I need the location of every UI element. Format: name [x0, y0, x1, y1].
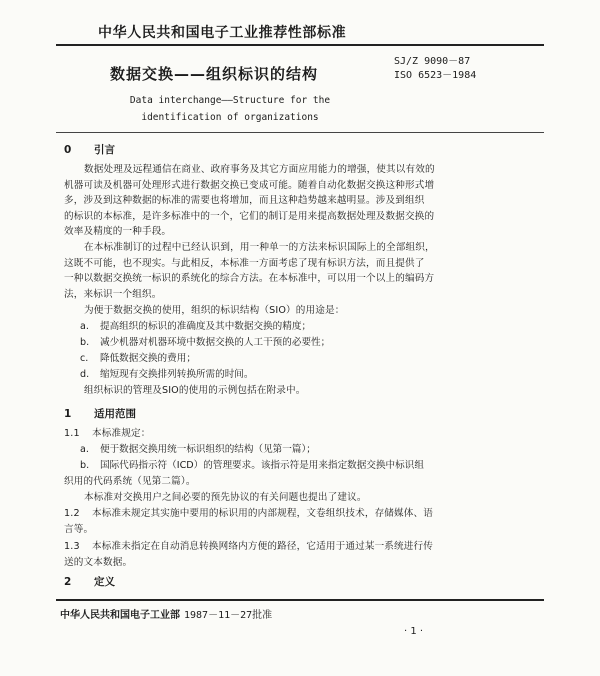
- standard-title-en-line1: Data interchange——Structure for the: [129, 95, 331, 106]
- text-line: 在本标准制订的过程中已经认识到，用一种单一的方法来标识国际上的全部组织，: [84, 242, 435, 253]
- list-marker: b.: [80, 460, 90, 471]
- clause-text: 本标准未规定其实施中要用的标识用的内部规程，文卷组织技术，存储媒体、语: [92, 508, 434, 519]
- list-marker: a.: [80, 321, 89, 332]
- section-heading-2: [64, 574, 115, 589]
- footer-approval: [60, 606, 272, 621]
- paragraph-intro-4: [64, 383, 460, 399]
- clause-number: 1.1: [64, 428, 80, 439]
- section-number: 1: [64, 408, 72, 420]
- standard-codes: [394, 55, 476, 83]
- approval-date: 1987－11－27批准: [184, 610, 273, 621]
- text-line: 机器可读及机器可处理形式进行数据交换已变成可能。随着自动化数据交换这种形式增: [64, 179, 435, 191]
- list-text: 国际代码指示符（ICD）的管理要求。该指示符是用来指定数据交换中标识组: [100, 460, 424, 471]
- clause-number: 1.2: [64, 508, 80, 519]
- text-line: 法，来标识一个组织。: [64, 288, 162, 300]
- list-item: [80, 442, 460, 458]
- text-line: 多，涉及到这种数据的标准的需要也将增加，而且这种趋势越来越明显。涉及到组织: [64, 195, 425, 207]
- section-number: 2: [64, 576, 72, 588]
- text-line: 数据处理及远程通信在商业、政府事务及其它方面应用能力的增强，使其以有效的: [84, 164, 435, 175]
- text-line: 效率及精度的一种手段。: [64, 226, 172, 238]
- clause-text: 本标准未指定在自动消息转换网络内方便的路径，它适用于通过某一系统进行传: [92, 541, 434, 552]
- text-line: 送的文本数据。: [64, 556, 133, 568]
- text-line: 一种以数据交换统一标识的系统化的综合方法。在本标准中，可以用一个以上的编码方: [64, 273, 435, 285]
- paragraph-intro-3: [64, 303, 460, 319]
- text-line: 的标识的本标准，是许多标准中的一个，它们的制订是用来提高数据处理及数据交换的: [64, 210, 435, 222]
- list-item: [80, 458, 460, 474]
- standard-code-sj: SJ/Z 9090－87: [394, 56, 471, 67]
- paragraph-note: [64, 490, 460, 506]
- clause-number: 1.3: [64, 541, 80, 552]
- footer-rule: [56, 599, 544, 601]
- paragraph-intro-2: [64, 240, 460, 302]
- issuing-body-header: 中华人民共和国电子工业推荐性部标准: [98, 25, 347, 41]
- clause-1-3: [64, 539, 460, 570]
- standard-title-cn: 数据交换——组织标识的结构: [110, 65, 319, 83]
- standard-code-iso: ISO 6523－1984: [394, 70, 477, 81]
- list-text: 降低数据交换的费用；: [100, 353, 196, 364]
- issuer: 中华人民共和国电子工业部: [60, 610, 180, 621]
- list-marker: b.: [80, 337, 90, 348]
- list-item: [80, 335, 460, 351]
- page-number: · 1 ·: [404, 626, 424, 637]
- list-item-continuation: [64, 474, 460, 490]
- standard-title-en-line2: identification of organizations: [141, 112, 319, 123]
- text-line: 言等。: [64, 523, 94, 535]
- list-text: 缩短现有交换排列转换所需的时间。: [100, 369, 254, 380]
- list-marker: a.: [80, 444, 89, 455]
- section-title: 引言: [94, 144, 115, 156]
- section-heading-0: [64, 142, 115, 157]
- text-line: 组织标识的管理及SIO的使用的示例包括在附录中。: [84, 385, 306, 396]
- text-line: 为便于数据交换的使用，组织的标识结构（SIO）的用途是：: [84, 305, 345, 316]
- section-heading-1: [64, 406, 136, 421]
- list-marker: d.: [80, 369, 90, 380]
- section-title: 适用范围: [94, 408, 136, 420]
- paragraph-intro-1: [64, 162, 460, 240]
- clause-1-1: [64, 426, 460, 442]
- section-number: 0: [64, 144, 72, 156]
- list-text: 便于数据交换用统一标识组织的结构（见第一篇）；: [100, 444, 316, 455]
- header-rule: [56, 44, 544, 46]
- clause-1-2: [64, 506, 460, 537]
- text-line: 本标准对交换用户之间必要的预先协议的有关问题也提出了建议。: [84, 492, 367, 503]
- list-marker: c.: [80, 353, 89, 364]
- section-rule: [56, 132, 544, 133]
- list-item: [80, 319, 460, 335]
- section-title: 定义: [94, 576, 115, 588]
- clause-text: 本标准规定：: [92, 428, 151, 439]
- list-text: 提高组织的标识的准确度及其中数据交换的精度；: [100, 321, 312, 332]
- text-line: 这既不可能，也不现实。与此相反，本标准一方面考虑了现有标识方法，而且提供了: [64, 257, 425, 269]
- list-item: [80, 367, 460, 383]
- text-line: 织用的代码系统（见第二篇）。: [64, 476, 196, 487]
- list-text: 减少机器对机器环境中数据交换的人工干预的必要性；: [100, 337, 331, 348]
- list-item: [80, 351, 460, 367]
